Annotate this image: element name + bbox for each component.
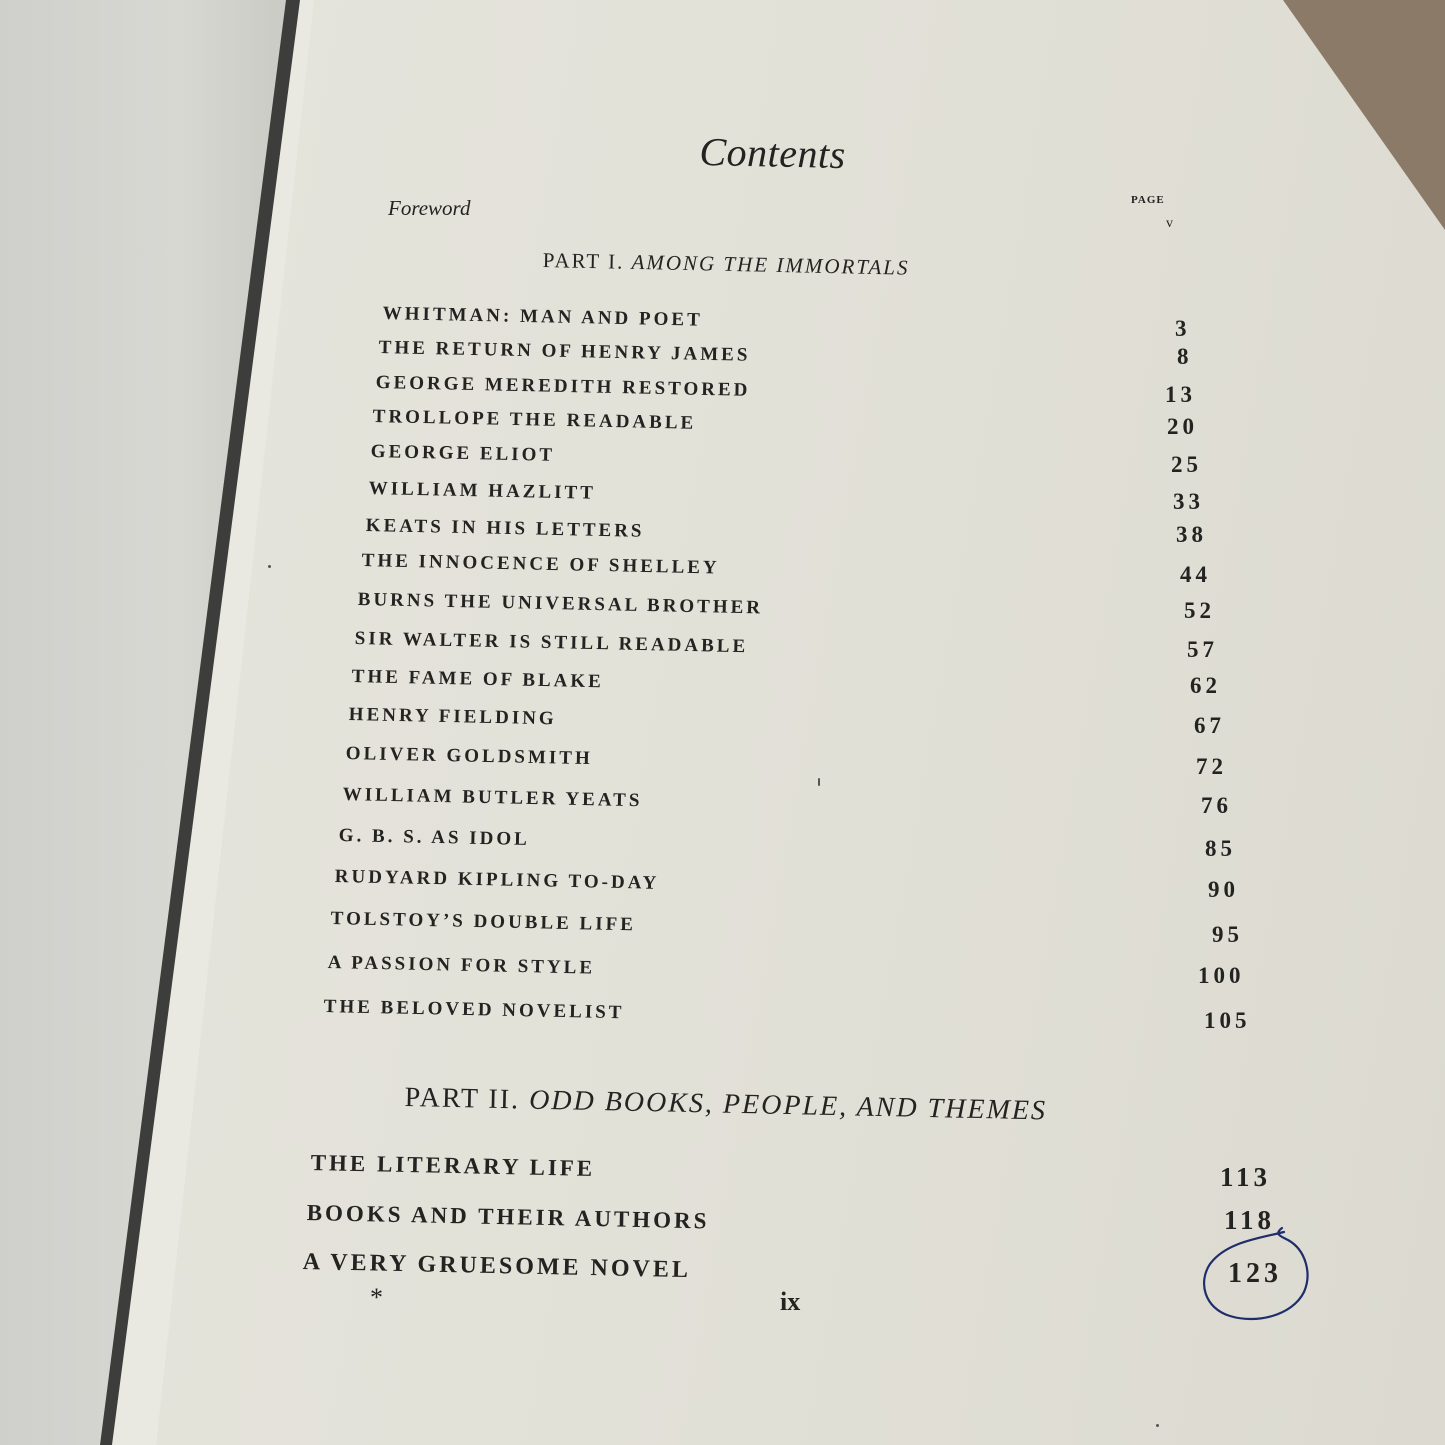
- part-1-entry-page-number: 8: [1177, 344, 1193, 369]
- part-1-entry-title: SIR WALTER IS STILL READABLE: [354, 628, 749, 658]
- part-1-entry-title: HENRY FIELDING: [348, 704, 557, 730]
- part-1-heading: [542, 248, 909, 281]
- part-1-entry-page-number: 38: [1176, 522, 1207, 547]
- part-1-label: PART I.: [542, 248, 625, 274]
- part-1-entry-page-number: 90: [1208, 877, 1239, 902]
- paper-speck: [1156, 1424, 1159, 1427]
- part-1-entry-page-number: 95: [1212, 922, 1243, 947]
- pen-circle-annotation: [1196, 1220, 1316, 1330]
- page-title: Contents: [699, 128, 847, 178]
- part-1-entry-page-number: 72: [1196, 754, 1227, 779]
- part-1-entry-page-number: 62: [1190, 673, 1221, 698]
- part-2-label: PART II.: [404, 1082, 521, 1116]
- foreword-entry: Foreword: [388, 196, 471, 220]
- part-2-entry-page-number: 113: [1220, 1162, 1272, 1192]
- part-1-entry-title: WHITMAN: MAN AND POET: [382, 303, 703, 331]
- paper-speck: [818, 778, 820, 786]
- part-1-entry-title: THE FAME OF BLAKE: [351, 666, 605, 693]
- part-1-entry-title: GEORGE MEREDITH RESTORED: [375, 372, 751, 401]
- part-2-entry-title: A VERY GRUESOME NOVEL: [302, 1249, 692, 1284]
- part-1-entry-title: BURNS THE UNIVERSAL BROTHER: [357, 589, 764, 619]
- page-folio: ix: [780, 1287, 801, 1316]
- part-1-entry-title: THE INNOCENCE OF SHELLEY: [361, 550, 720, 579]
- part-1-entry-title: TOLSTOY’S DOUBLE LIFE: [330, 908, 637, 936]
- part-2-entry-title: THE LITERARY LIFE: [310, 1150, 596, 1181]
- part-2-entry-page-number: 118: [1224, 1205, 1276, 1235]
- part-1-entry-page-number: 52: [1184, 598, 1215, 623]
- part-1-entry-page-number: 25: [1171, 452, 1202, 477]
- part-2-entry-title: BOOKS AND THEIR AUTHORS: [306, 1200, 710, 1234]
- part-1-entry-page-number: 57: [1187, 637, 1218, 662]
- page-column-header: PAGE: [1131, 194, 1165, 206]
- part-1-entry-title: GEORGE ELIOT: [370, 441, 556, 466]
- part-1-entry-title: G. B. S. AS IDOL: [338, 825, 531, 850]
- foreword-page-number: v: [1166, 216, 1173, 231]
- part-1-entry-page-number: 105: [1204, 1008, 1251, 1033]
- part-1-entry-page-number: 100: [1198, 963, 1245, 988]
- part-1-entry-title: THE RETURN OF HENRY JAMES: [378, 337, 751, 366]
- part-1-entry-title: KEATS IN HIS LETTERS: [365, 515, 645, 542]
- part-1-entry-title: RUDYARD KIPLING TO-DAY: [334, 866, 660, 894]
- part-1-entry-page-number: 13: [1165, 382, 1196, 407]
- part-1-subtitle: AMONG THE IMMORTALS: [631, 249, 910, 280]
- part-1-entry-title: A PASSION FOR STYLE: [327, 952, 596, 979]
- part-1-entry-page-number: 67: [1194, 713, 1225, 738]
- part-1-entry-page-number: 3: [1175, 316, 1191, 341]
- part-1-entry-page-number: 76: [1201, 793, 1232, 818]
- part-2-entry-page-number: 123: [1228, 1258, 1282, 1289]
- paper-speck: [268, 565, 271, 568]
- part-1-entry-title: TROLLOPE THE READABLE: [372, 406, 697, 434]
- part-2-heading: [404, 1082, 1047, 1127]
- part-1-entry-title: WILLIAM BUTLER YEATS: [342, 784, 643, 812]
- part-2-subtitle: ODD BOOKS, PEOPLE, AND THEMES: [528, 1084, 1048, 1127]
- part-1-entry-title: THE BELOVED NOVELIST: [323, 996, 625, 1024]
- part-1-entry-page-number: 85: [1205, 836, 1236, 861]
- part-1-entry-page-number: 20: [1167, 414, 1198, 439]
- part-1-entry-page-number: 33: [1173, 489, 1204, 514]
- part-1-entry-page-number: 44: [1180, 562, 1211, 587]
- footer-mark: *: [370, 1283, 383, 1312]
- part-1-entry-title: WILLIAM HAZLITT: [368, 478, 597, 504]
- part-1-entry-title: OLIVER GOLDSMITH: [345, 743, 593, 770]
